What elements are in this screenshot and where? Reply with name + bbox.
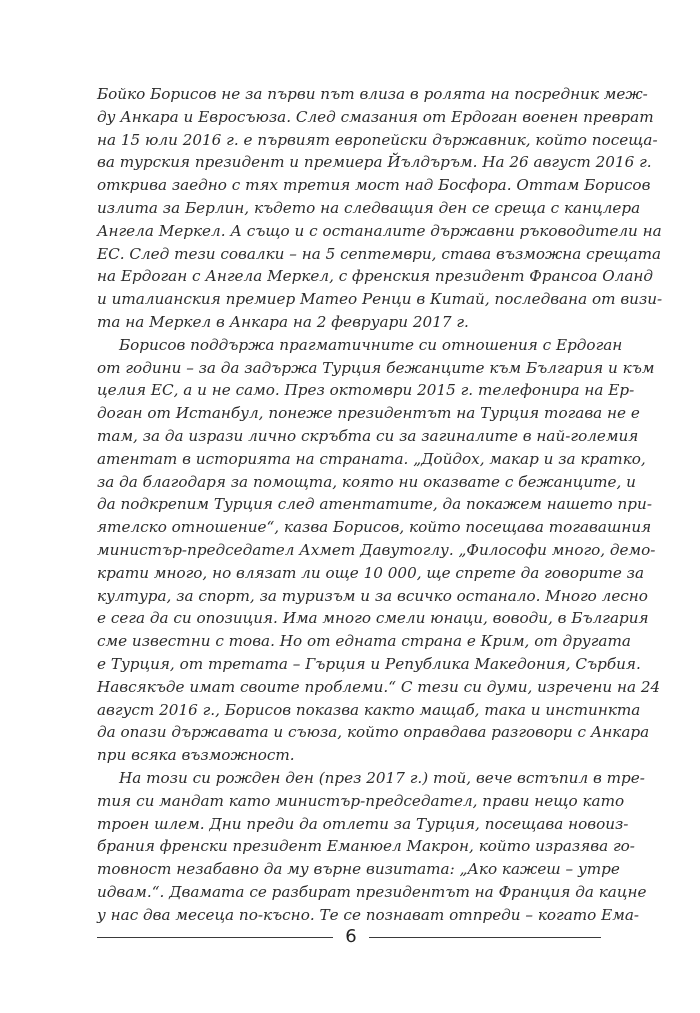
text-line: Ангела Меркел. А също и с останалите държавни ръководители на bbox=[97, 221, 662, 240]
text-line: атентат в историята на страната. „Дойдох, макар и за кратко, bbox=[97, 449, 646, 468]
text-line: август 2016 г., Борисов показва както мащаб, така и инстинкта bbox=[97, 700, 641, 719]
text-line: товност незабавно да му върне визитата: „Ако кажеш – утре bbox=[97, 860, 620, 879]
text-line: ва турския президент и премиера Йълдъръм. На 26 август 2016 г. bbox=[97, 153, 652, 172]
text-line: при всяка възможност. bbox=[97, 746, 295, 765]
text-line: тия си мандат като министър-председател, прави нещо като bbox=[97, 791, 625, 810]
text-line: На този си рожден ден (през 2017 г.) той, вече встъпил в тре- bbox=[119, 768, 645, 787]
text-line: култура, за спорт, за туризъм и за всичко останало. Много лесно bbox=[97, 586, 648, 605]
text-line: за да благодаря за помощта, която ни оказвате с бежанците, и bbox=[97, 472, 636, 491]
text-line: да опази държавата и съюза, който оправдава разговори с Анкара bbox=[97, 723, 650, 742]
text-line: там, за да изрази лично скръбта си за загиналите в най-големия bbox=[97, 426, 639, 445]
text-line: излита за Берлин, където на следващия ден се среща с канцлера bbox=[97, 198, 641, 217]
footer-rule-left bbox=[97, 937, 333, 938]
text-line: от години – за да задържа Турция бежанците към България и към bbox=[97, 358, 655, 377]
page-number: 6 bbox=[345, 926, 357, 947]
text-line: брания френски президент Еманюел Макрон, който изразява го- bbox=[97, 837, 635, 856]
footer-rule-right bbox=[369, 937, 601, 938]
text-line: Бойко Борисов не за първи път влиза в ролята на посредник меж- bbox=[97, 85, 648, 103]
text-line: сме известни с това. Но от едната страна е Крим, от другата bbox=[97, 632, 631, 651]
paragraph bbox=[97, 334, 661, 767]
text-line: и италианския премиер Матео Ренци в Китай, последвана от визи- bbox=[97, 290, 663, 309]
text-line: троен шлем. Дни преди да отлети за Турция, посещава новоиз- bbox=[97, 814, 629, 833]
paragraph bbox=[97, 83, 663, 334]
text-line: идвам.“. Двамата се разбират президентът на Франция да кацне bbox=[97, 882, 647, 901]
text-line: ду Анкара и Евросъюза. След смазания от Ердоган военен преврат bbox=[97, 107, 654, 126]
text-line: е Турция, от третата – Гърция и Република Македония, Сърбия. bbox=[97, 654, 641, 673]
text-line: та на Меркел в Анкара на 2 февруари 2017 г. bbox=[97, 312, 469, 331]
text-line: на Ердоган с Ангела Меркел, с френския президент Франсоа Оланд bbox=[97, 267, 654, 286]
text-line: доган от Истанбул, понеже президентът на Турция тогава не е bbox=[97, 404, 640, 423]
text-line: министър-председател Ахмет Давутоглу. „Философи много, демо- bbox=[97, 540, 656, 559]
text-line: крати много, но влязат ли още 10 000, ще спрете да говорите за bbox=[97, 563, 645, 582]
page-footer bbox=[97, 924, 601, 954]
text-line: да подкрепим Турция след атентатите, да покажем нашето при- bbox=[97, 495, 652, 514]
text-line: открива заедно с тях третия мост над Босфора. Оттам Борисов bbox=[97, 176, 651, 195]
text-line: Борисов поддържа прагматичните си отношения с Ердоган bbox=[119, 335, 623, 354]
text-line: у нас два месеца по-късно. Те се познават отпреди – когато Ема- bbox=[97, 905, 640, 924]
body-text bbox=[97, 83, 663, 926]
text-line: е сега да си опозиция. Има много смели юнаци, воводи, в България bbox=[97, 609, 649, 628]
text-line: ятелско отношение“, казва Борисов, който посещава тогавашния bbox=[97, 518, 652, 537]
text-line: Навсякъде имат своите проблеми.“ С тези си думи, изречени на 24 bbox=[97, 677, 661, 696]
text-line: ЕС. След тези совалки – на 5 септември, става възможна срещата bbox=[97, 244, 662, 263]
paragraph bbox=[97, 767, 647, 927]
text-line: на 15 юли 2016 г. е първият европейски държавник, който посеща- bbox=[97, 130, 658, 149]
text-line: целия ЕС, а и не само. През октомври 2015 г. телефонира на Ер- bbox=[97, 381, 635, 400]
